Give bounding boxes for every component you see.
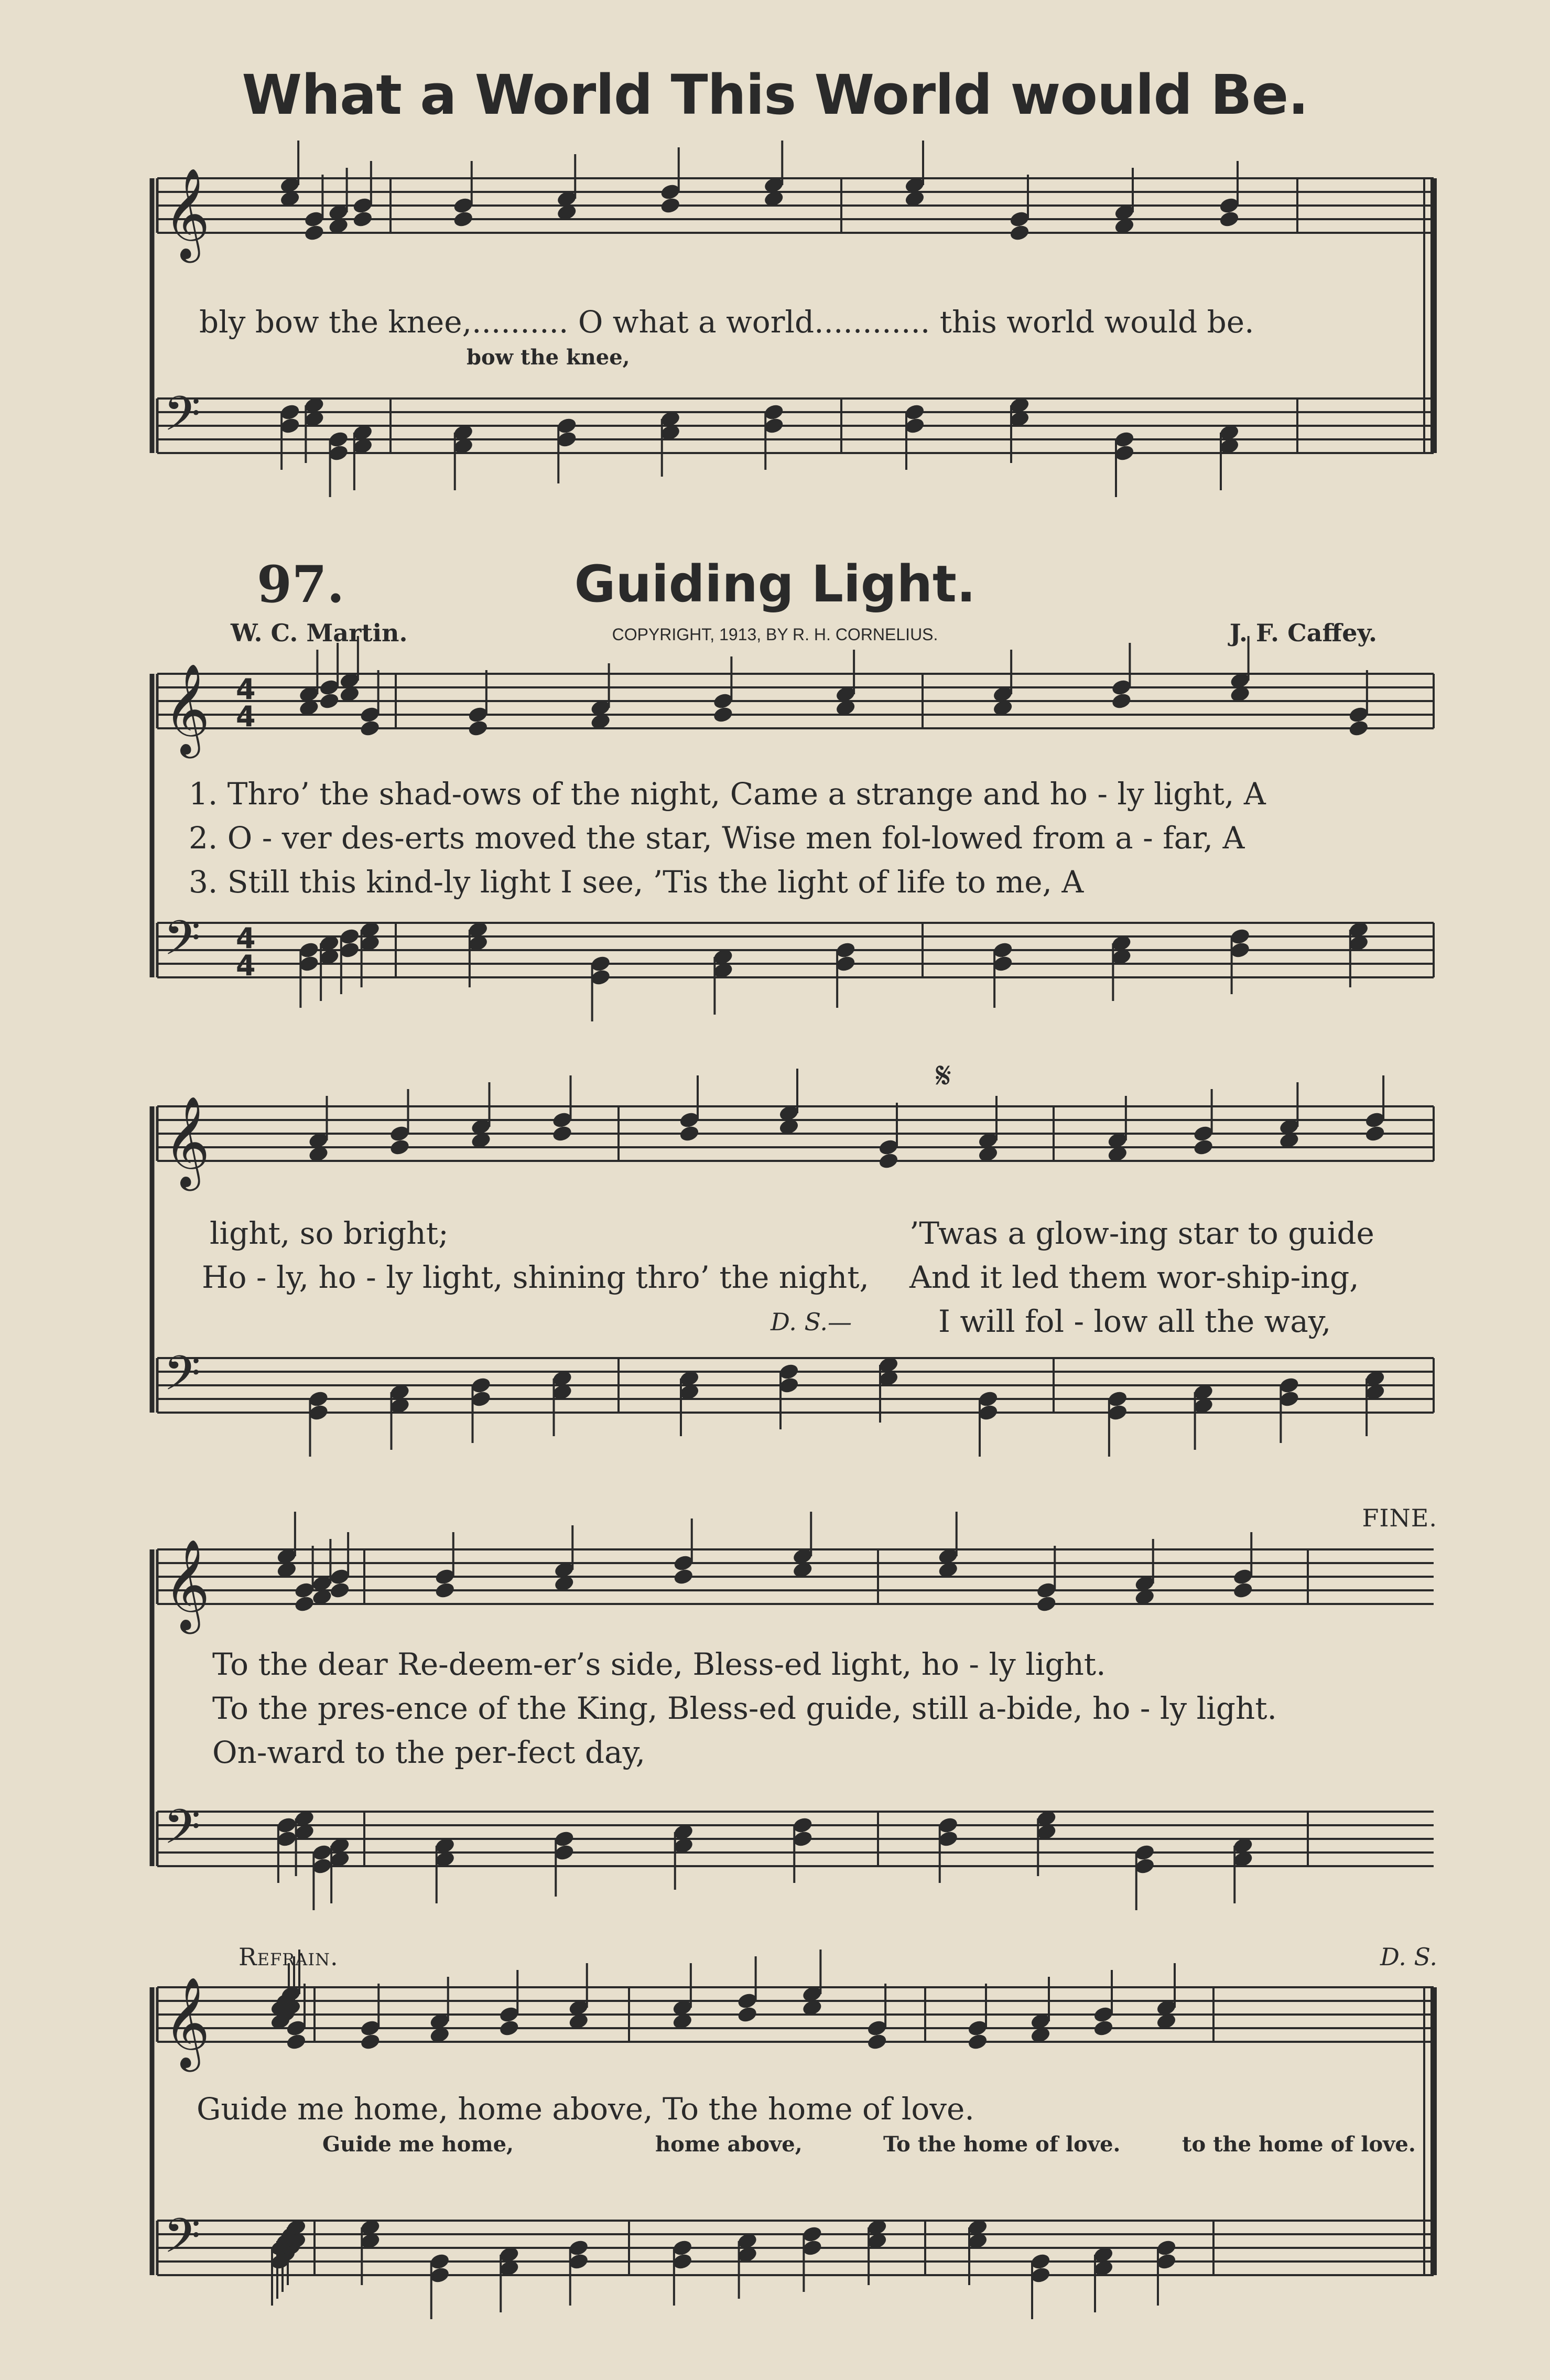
verse-2-line-3: To the pres-ence of the King, Bless-ed guide, still a-bide, ho - ly light. [212,1690,1277,1726]
verse-1-line-2b: ’Twas a glow-ing star to guide [909,1215,1374,1251]
verse-2-line-2b: And it led them wor-ship-ing, [909,1259,1359,1295]
svg-text:4: 4 [236,673,256,706]
refrain-holy-light-line: Ho - ly, ho - ly light, shining thro’ the night, [202,1259,869,1295]
svg-text:𝄞: 𝄞 [164,1096,210,1187]
verse-3-line-2b: I will fol - low all the way, [938,1304,1331,1339]
verse-1-line-3: To the dear Re-deem-er’s side, Bless-ed light, ho - ly light. [212,1646,1106,1682]
svg-text:𝄢: 𝄢 [164,2208,201,2275]
refrain-ds-marker: D. S. [1380,1943,1437,1971]
hymn-author: W. C. Martin. [231,619,408,647]
svg-text:𝄞: 𝄞 [164,168,210,259]
verse-1-line-2: light, so bright; [210,1215,449,1251]
hymn-number: 97. [257,555,345,614]
svg-text:𝄢: 𝄢 [164,386,201,453]
refrain-echo-4: to the home of love. [1182,2132,1416,2157]
svg-text:𝄞: 𝄞 [164,663,210,755]
hymn-title: Guiding Light. [574,555,976,613]
svg-text:4: 4 [236,922,256,955]
svg-text:𝄢: 𝄢 [164,1799,201,1866]
hymn-composer: J. F. Caffey. [1229,619,1377,647]
hymn-copyright: COPYRIGHT, 1913, BY R. H. CORNELIUS. [612,625,938,644]
svg-text:4: 4 [236,700,256,733]
refrain-echo-1: Guide me home, [322,2132,514,2157]
svg-text:𝄋: 𝄋 [936,1054,952,1097]
fine-marker: FINE. [1362,1504,1437,1532]
verse-1-line-1: 1. Thro’ the shad-ows of the night, Came a strange and ho - ly light, A [189,776,1266,812]
previous-hymn-lyric: bly bow the knee,.......... O what a world............ this world would be. [199,304,1254,340]
refrain-label: Refrain. [239,1943,339,1971]
svg-text:𝄢: 𝄢 [164,910,201,977]
svg-text:𝄞: 𝄞 [164,1539,210,1630]
svg-text:4: 4 [236,949,256,982]
previous-hymn-alto-lyric: bow the knee, [467,345,630,370]
verse-2-line-1: 2. O - ver des-erts moved the star, Wise men fol-lowed from a - far, A [189,820,1245,856]
ds-marker: D. S.— [771,1308,852,1336]
previous-hymn-title: What a World This World would Be. [242,63,1308,127]
refrain-echo-3: To the home of love. [883,2132,1121,2157]
refrain-echo-2: home above, [655,2132,803,2157]
refrain-lyric: Guide me home, home above, To the home of love. [197,2091,974,2127]
svg-text:𝄞: 𝄞 [164,1977,210,2068]
verse-3-line-1: 3. Still this kind-ly light I see, ’Tis the light of life to me, A [189,864,1084,900]
svg-text:𝄢: 𝄢 [164,1345,201,1413]
verse-3-line-3: On-ward to the per-fect day, [212,1735,646,1770]
